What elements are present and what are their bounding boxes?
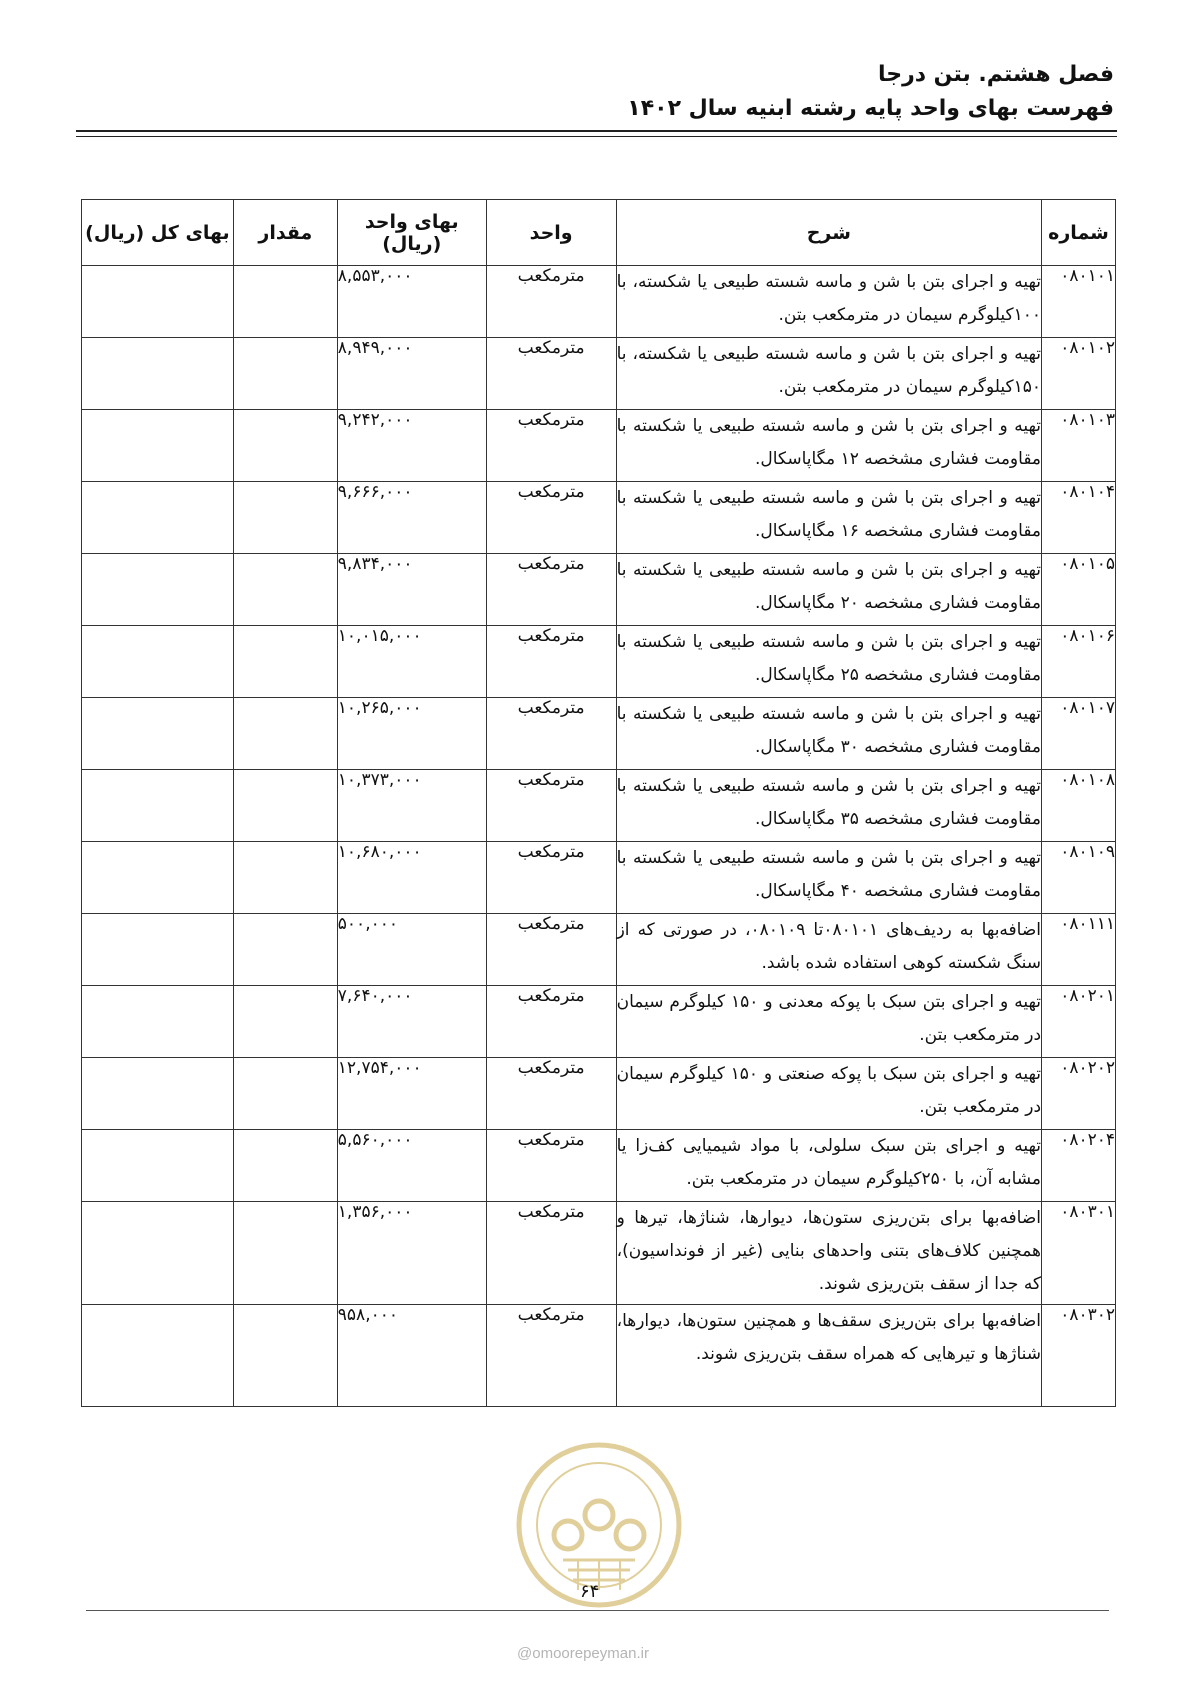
header-rule-thick — [76, 130, 1117, 132]
item-total-price — [82, 626, 234, 698]
item-unit-price: ۸,۹۴۹,۰۰۰ — [337, 338, 486, 410]
table-row — [82, 1130, 1116, 1202]
item-unit-price: ۹۵۸,۰۰۰ — [337, 1305, 486, 1407]
document-title: فهرست بهای واحد پایه رشته ابنیه سال ۱۴۰۲ — [627, 96, 1114, 121]
item-total-price — [82, 1305, 234, 1407]
item-unit-price: ۷,۶۴۰,۰۰۰ — [337, 986, 486, 1058]
item-quantity — [233, 698, 337, 770]
item-quantity — [233, 1058, 337, 1130]
item-total-price — [82, 410, 234, 482]
table-header-row — [82, 200, 1116, 266]
item-unit: مترمکعب — [486, 1305, 616, 1407]
item-code: ۰۸۰۱۰۴ — [1042, 482, 1116, 554]
item-total-price — [82, 698, 234, 770]
item-unit: مترمکعب — [486, 554, 616, 626]
item-quantity — [233, 842, 337, 914]
item-code: ۰۸۰۱۰۹ — [1042, 842, 1116, 914]
item-unit: مترمکعب — [486, 842, 616, 914]
page-number: ۶۴ — [580, 1581, 600, 1602]
item-quantity — [233, 986, 337, 1058]
item-total-price — [82, 1058, 234, 1130]
item-description: اضافه‌بها برای بتن‌ریزی ستون‌ها، دیوارها، شناژها، تیرها و همچنین کلاف‌های بتنی واحدهای بنایی (غیر از فونداسیون)، که جدا از سقف بتن‌ریزی شوند. — [616, 1202, 1041, 1305]
item-quantity — [233, 1202, 337, 1305]
item-quantity — [233, 626, 337, 698]
col-header-total-price: بهای کل (ریال) — [82, 200, 234, 266]
item-quantity — [233, 410, 337, 482]
item-description: تهیه و اجرای بتن سبک با پوکه معدنی و ۱۵۰ کیلوگرم سیمان در مترمکعب بتن. — [616, 986, 1041, 1058]
item-code: ۰۸۰۳۰۱ — [1042, 1202, 1116, 1305]
item-description: تهیه و اجرای بتن با شن و ماسه شسته طبیعی یا شکسته با مقاومت فشاری مشخصه ۳۵ مگاپاسکال. — [616, 770, 1041, 842]
header-rule-thin — [76, 136, 1117, 137]
table-row — [82, 1202, 1116, 1305]
item-unit-price: ۱۰,۲۶۵,۰۰۰ — [337, 698, 486, 770]
item-total-price — [82, 1130, 234, 1202]
item-unit: مترمکعب — [486, 1130, 616, 1202]
footer-rule — [86, 1610, 1109, 1611]
item-description: تهیه و اجرای بتن با شن و ماسه شسته طبیعی یا شکسته با مقاومت فشاری مشخصه ۴۰ مگاپاسکال. — [616, 842, 1041, 914]
item-code: ۰۸۰۳۰۲ — [1042, 1305, 1116, 1407]
item-code: ۰۸۰۲۰۱ — [1042, 986, 1116, 1058]
item-unit-price: ۱۰,۶۸۰,۰۰۰ — [337, 842, 486, 914]
item-unit: مترمکعب — [486, 698, 616, 770]
table-row — [82, 266, 1116, 338]
item-description: تهیه و اجرای بتن با شن و ماسه شسته طبیعی یا شکسته با مقاومت فشاری مشخصه ۱۶ مگاپاسکال. — [616, 482, 1041, 554]
item-unit: مترمکعب — [486, 1058, 616, 1130]
table-row — [82, 626, 1116, 698]
table-row — [82, 1058, 1116, 1130]
item-total-price — [82, 482, 234, 554]
price-list-table — [81, 199, 1116, 1407]
item-unit: مترمکعب — [486, 482, 616, 554]
item-quantity — [233, 914, 337, 986]
item-quantity — [233, 1305, 337, 1407]
table-row — [82, 410, 1116, 482]
item-description: تهیه و اجرای بتن با شن و ماسه شسته طبیعی یا شکسته، با ۱۵۰کیلوگرم سیمان در مترمکعب بتن. — [616, 338, 1041, 410]
item-code: ۰۸۰۱۰۲ — [1042, 338, 1116, 410]
item-description: اضافه‌بها به ردیف‌های ۰۸۰۱۰۱تا ۰۸۰۱۰۹، در صورتی که از سنگ شکسته کوهی استفاده شده باشد. — [616, 914, 1041, 986]
item-quantity — [233, 338, 337, 410]
table-row — [82, 482, 1116, 554]
item-quantity — [233, 770, 337, 842]
item-total-price — [82, 554, 234, 626]
item-unit: مترمکعب — [486, 410, 616, 482]
item-description: تهیه و اجرای بتن سبک سلولی، با مواد شیمیایی کف‌زا یا مشابه آن، با ۲۵۰کیلوگرم سیمان در مترمکعب بتن. — [616, 1130, 1041, 1202]
table-row — [82, 338, 1116, 410]
item-unit: مترمکعب — [486, 626, 616, 698]
item-unit-price: ۱۰,۳۷۳,۰۰۰ — [337, 770, 486, 842]
table-row — [82, 554, 1116, 626]
item-total-price — [82, 338, 234, 410]
item-unit: مترمکعب — [486, 770, 616, 842]
item-description: تهیه و اجرای بتن با شن و ماسه شسته طبیعی یا شکسته با مقاومت فشاری مشخصه ۱۲ مگاپاسکال. — [616, 410, 1041, 482]
table-row — [82, 914, 1116, 986]
item-total-price — [82, 842, 234, 914]
item-unit-price: ۹,۶۶۶,۰۰۰ — [337, 482, 486, 554]
table-row — [82, 698, 1116, 770]
table-row — [82, 1305, 1116, 1407]
watermark-url: @omoorepeyman.ir — [517, 1645, 649, 1662]
item-code: ۰۸۰۱۰۵ — [1042, 554, 1116, 626]
item-quantity — [233, 1130, 337, 1202]
item-code: ۰۸۰۱۱۱ — [1042, 914, 1116, 986]
item-unit: مترمکعب — [486, 986, 616, 1058]
item-description: اضافه‌بها برای بتن‌ریزی سقف‌ها و همچنین ستون‌ها، دیوارها، شناژها و تیرهایی که همراه سقف بتن‌ریزی شوند. — [616, 1305, 1041, 1407]
item-code: ۰۸۰۱۰۸ — [1042, 770, 1116, 842]
item-code: ۰۸۰۱۰۶ — [1042, 626, 1116, 698]
table-body — [82, 266, 1116, 1407]
item-description: تهیه و اجرای بتن با شن و ماسه شسته طبیعی یا شکسته با مقاومت فشاری مشخصه ۲۰ مگاپاسکال. — [616, 554, 1041, 626]
item-description: تهیه و اجرای بتن با شن و ماسه شسته طبیعی یا شکسته با مقاومت فشاری مشخصه ۲۵ مگاپاسکال. — [616, 626, 1041, 698]
item-unit: مترمکعب — [486, 1202, 616, 1305]
item-code: ۰۸۰۱۰۳ — [1042, 410, 1116, 482]
item-total-price — [82, 266, 234, 338]
item-total-price — [82, 770, 234, 842]
item-total-price — [82, 914, 234, 986]
table-row — [82, 842, 1116, 914]
item-total-price — [82, 1202, 234, 1305]
item-code: ۰۸۰۲۰۴ — [1042, 1130, 1116, 1202]
page-header — [74, 58, 1114, 126]
table-row — [82, 986, 1116, 1058]
item-code: ۰۸۰۱۰۷ — [1042, 698, 1116, 770]
item-unit-price: ۱۲,۷۵۴,۰۰۰ — [337, 1058, 486, 1130]
item-unit-price: ۵,۵۶۰,۰۰۰ — [337, 1130, 486, 1202]
table-row — [82, 770, 1116, 842]
col-header-quantity: مقدار — [233, 200, 337, 266]
item-quantity — [233, 266, 337, 338]
col-header-code: شماره — [1042, 200, 1116, 266]
col-header-description: شرح — [616, 200, 1041, 266]
item-code: ۰۸۰۲۰۲ — [1042, 1058, 1116, 1130]
item-unit: مترمکعب — [486, 266, 616, 338]
item-unit: مترمکعب — [486, 914, 616, 986]
item-unit-price: ۹,۸۳۴,۰۰۰ — [337, 554, 486, 626]
item-description: تهیه و اجرای بتن با شن و ماسه شسته طبیعی یا شکسته با مقاومت فشاری مشخصه ۳۰ مگاپاسکال. — [616, 698, 1041, 770]
item-unit-price: ۵۰۰,۰۰۰ — [337, 914, 486, 986]
item-total-price — [82, 986, 234, 1058]
item-quantity — [233, 554, 337, 626]
item-quantity — [233, 482, 337, 554]
item-description: تهیه و اجرای بتن سبک با پوکه صنعتی و ۱۵۰ کیلوگرم سیمان در مترمکعب بتن. — [616, 1058, 1041, 1130]
item-unit-price: ۱,۳۵۶,۰۰۰ — [337, 1202, 486, 1305]
chapter-title: فصل هشتم. بتن درجا — [877, 62, 1114, 87]
item-unit-price: ۱۰,۰۱۵,۰۰۰ — [337, 626, 486, 698]
item-code: ۰۸۰۱۰۱ — [1042, 266, 1116, 338]
item-unit-price: ۹,۲۴۲,۰۰۰ — [337, 410, 486, 482]
item-description: تهیه و اجرای بتن با شن و ماسه شسته طبیعی یا شکسته، با ۱۰۰کیلوگرم سیمان در مترمکعب بتن. — [616, 266, 1041, 338]
col-header-unit: واحد — [486, 200, 616, 266]
item-unit: مترمکعب — [486, 338, 616, 410]
item-unit-price: ۸,۵۵۳,۰۰۰ — [337, 266, 486, 338]
col-header-unit-price: بهای واحد (ریال) — [337, 200, 486, 266]
